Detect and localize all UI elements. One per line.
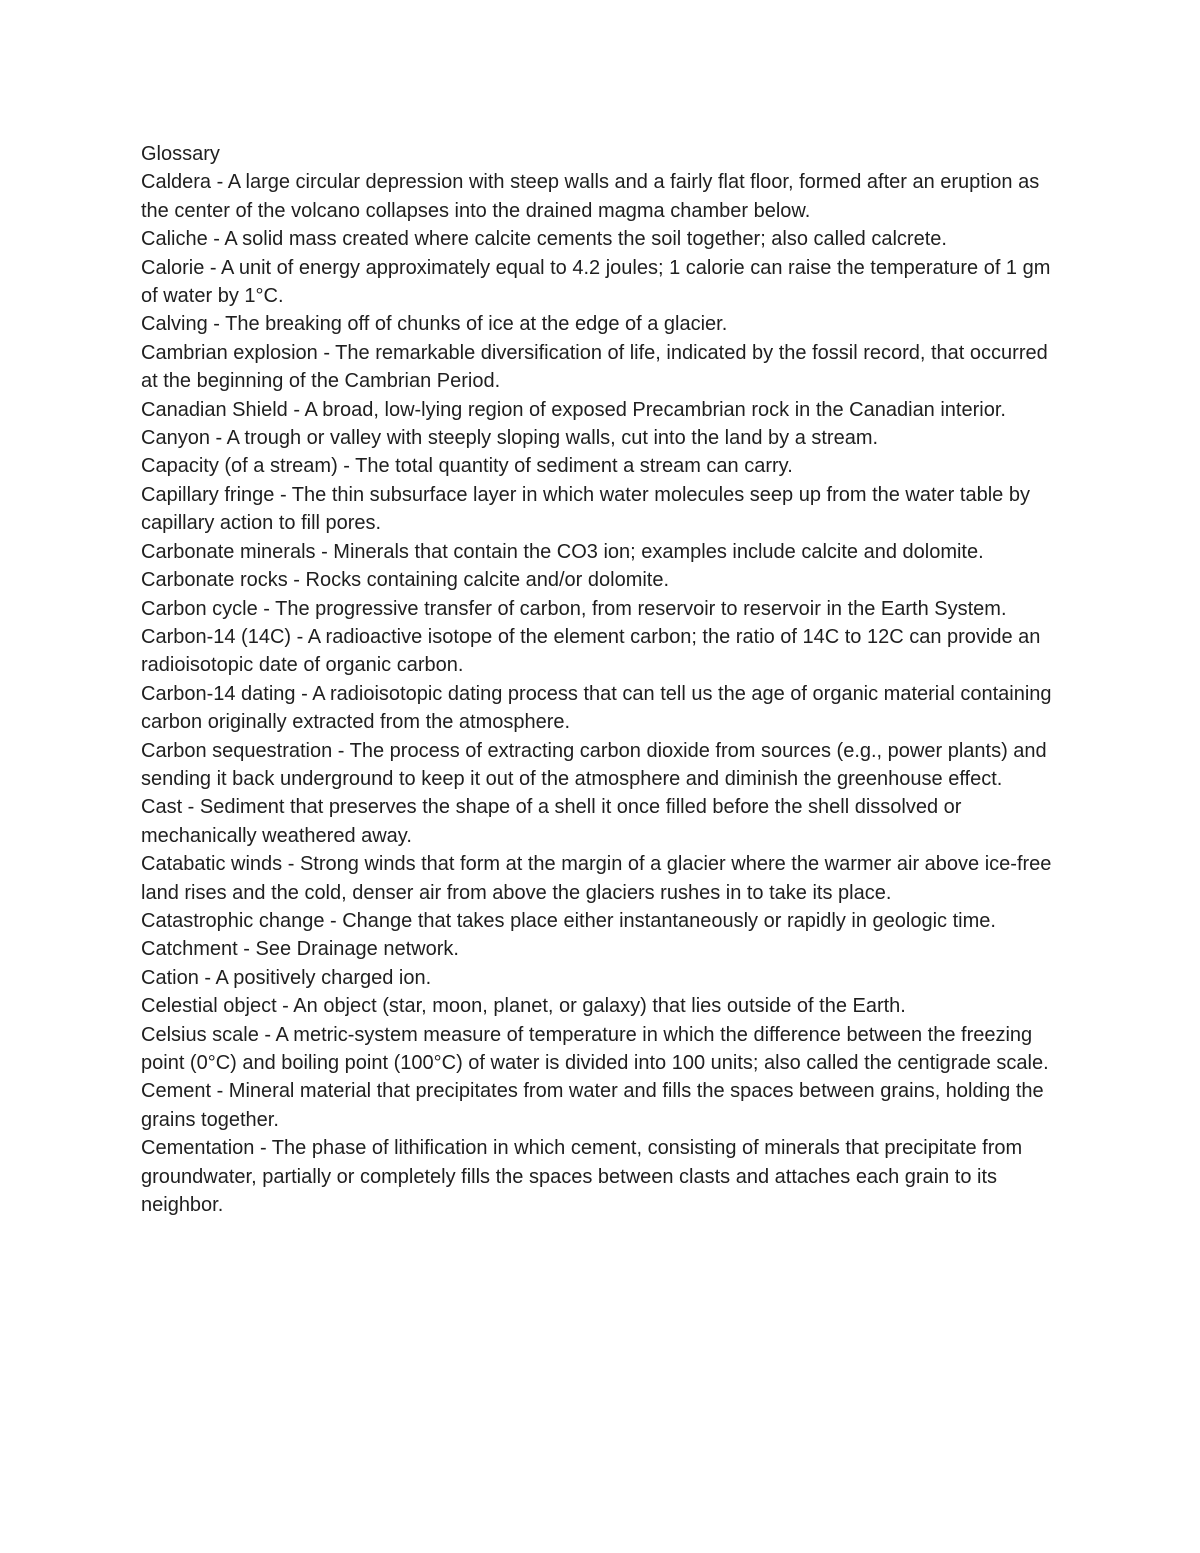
glossary-entry: Celestial object - An object (star, moon, planet, or galaxy) that lies outside of the Earth. <box>141 995 906 1018</box>
glossary-entry: Cation - A positively charged ion. <box>141 966 432 989</box>
glossary-entry: Cambrian explosion - The remarkable diversification of life, indicated by the fossil record, that occurred at the beginning of the Cambrian Period. <box>141 341 1048 393</box>
glossary-entries <box>141 168 1061 1219</box>
glossary-entry: Carbon-14 dating - A radioisotopic dating process that can tell us the age of organic material containing carbon originally extracted from the atmosphere. <box>141 682 1052 734</box>
glossary-entry: Celsius scale - A metric-system measure of temperature in which the difference between the freezing point (0°C) and boiling point (100°C) of water is divided into 100 units; also called the centigrade scale. <box>141 1023 1049 1074</box>
glossary-entry: Capacity (of a stream) - The total quantity of sediment a stream can carry. <box>141 455 793 478</box>
document-page <box>141 140 1061 1219</box>
glossary-entry: Canadian Shield - A broad, low-lying region of exposed Precambrian rock in the Canadian interior. <box>141 398 1006 421</box>
glossary-entry: Carbonate minerals - Minerals that contain the CO3 ion; examples include calcite and dolomite. <box>141 540 984 563</box>
glossary-entry: Catastrophic change - Change that takes place either instantaneously or rapidly in geologic time. <box>141 909 996 932</box>
glossary-entry: Carbonate rocks - Rocks containing calcite and/or dolomite. <box>141 569 670 592</box>
glossary-entry: Carbon cycle - The progressive transfer of carbon, from reservoir to reservoir in the Earth System. <box>141 597 1007 620</box>
glossary-entry: Canyon - A trough or valley with steeply sloping walls, cut into the land by a stream. <box>141 427 879 450</box>
glossary-entry: Caldera - A large circular depression with steep walls and a fairly flat floor, formed after an eruption as the center of the volcano collapses into the drained magma chamber below. <box>141 171 1040 222</box>
glossary-entry: Cement - Mineral material that precipitates from water and fills the spaces between grains, holding the grains together. <box>141 1080 1044 1131</box>
glossary-entry: Catchment - See Drainage network. <box>141 938 459 961</box>
glossary-entry: Caliche - A solid mass created where calcite cements the soil together; also called calcrete. <box>141 228 947 251</box>
glossary-entry: Cast - Sediment that preserves the shape of a shell it once filled before the shell dissolved or mechanically weathered away. <box>141 796 962 847</box>
glossary-entry: Calving - The breaking off of chunks of ice at the edge of a glacier. <box>141 313 728 336</box>
glossary-entry: Carbon-14 (14C) - A radioactive isotope of the element carbon; the ratio of 14C to 12C can provide an radioisotopic date of organic carbon. <box>141 625 1041 677</box>
glossary-entry: Capillary fringe - The thin subsurface layer in which water molecules seep up from the water table by capillary action to fill pores. <box>141 483 1030 535</box>
glossary-entry: Cementation - The phase of lithification in which cement, consisting of minerals that precipitate from groundwater, partially or completely fills the spaces between clasts and attaches each grain to its neighbor. <box>141 1137 1023 1217</box>
glossary-title: Glossary <box>141 143 220 165</box>
glossary-entry: Carbon sequestration - The process of extracting carbon dioxide from sources (e.g., power plants) and sending it back underground to keep it out of the atmosphere and diminish the greenhouse effect. <box>141 739 1047 790</box>
glossary-entry: Calorie - A unit of energy approximately equal to 4.2 joules; 1 calorie can raise the temperature of 1 gm of water by 1°C. <box>141 256 1051 308</box>
glossary-entry: Catabatic winds - Strong winds that form at the margin of a glacier where the warmer air above ice-free land rises and the cold, denser air from above the glaciers rushes in to take its place. <box>141 853 1052 904</box>
